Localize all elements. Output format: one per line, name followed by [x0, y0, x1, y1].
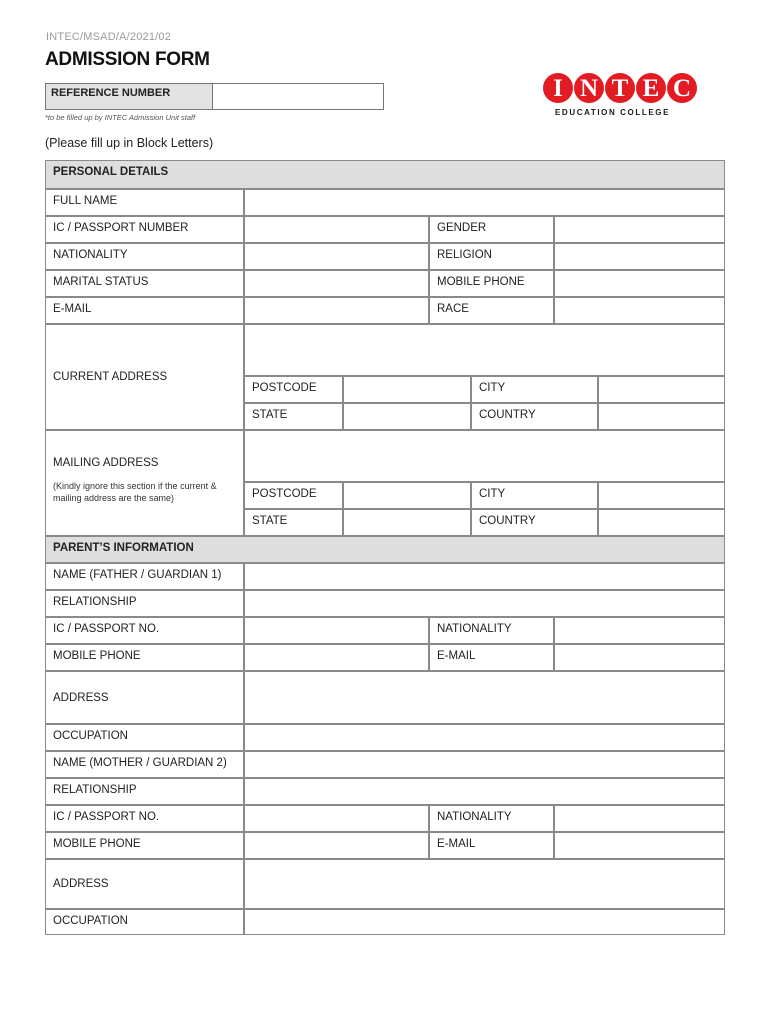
mailing-address-label-cell [45, 430, 244, 536]
reference-number-field[interactable] [213, 83, 384, 110]
logo-letter: I [543, 73, 573, 103]
current-address-field[interactable] [244, 324, 725, 376]
race-label: RACE [429, 297, 554, 324]
mother-nationality-label: NATIONALITY [429, 805, 554, 832]
reference-number-label: REFERENCE NUMBER [45, 83, 213, 110]
father-ic-field[interactable] [244, 617, 429, 644]
mailing-country-label: COUNTRY [471, 509, 598, 536]
mother-occupation-label: OCCUPATION [45, 909, 244, 935]
nationality-field[interactable] [244, 243, 429, 270]
mother-name-field[interactable] [244, 751, 725, 778]
email-label: E-MAIL [45, 297, 244, 324]
mailing-postcode-label: POSTCODE [244, 482, 343, 509]
mobile-phone-label: MOBILE PHONE [429, 270, 554, 297]
gender-field[interactable] [554, 216, 725, 243]
admission-form-table [45, 160, 725, 935]
current-city-field[interactable] [598, 376, 725, 403]
current-address-label: CURRENT ADDRESS [45, 324, 244, 430]
form-title: ADMISSION FORM [45, 49, 210, 70]
current-city-label: CITY [471, 376, 598, 403]
father-email-label: E-MAIL [429, 644, 554, 671]
gender-label: GENDER [429, 216, 554, 243]
mother-ic-label: IC / PASSPORT NO. [45, 805, 244, 832]
father-mobile-label: MOBILE PHONE [45, 644, 244, 671]
race-field[interactable] [554, 297, 725, 324]
email-field[interactable] [244, 297, 429, 324]
father-address-label: ADDRESS [45, 671, 244, 724]
father-name-field[interactable] [244, 563, 725, 590]
mother-relationship-label: RELATIONSHIP [45, 778, 244, 805]
father-nationality-label: NATIONALITY [429, 617, 554, 644]
block-letters-note: (Please fill up in Block Letters) [45, 136, 214, 150]
mother-address-field[interactable] [244, 859, 725, 909]
current-postcode-label: POSTCODE [244, 376, 343, 403]
father-occupation-field[interactable] [244, 724, 725, 751]
mailing-state-label: STATE [244, 509, 343, 536]
logo-letters [543, 73, 700, 103]
intec-logo [543, 73, 700, 121]
mailing-city-label: CITY [471, 482, 598, 509]
father-nationality-field[interactable] [554, 617, 725, 644]
marital-status-field[interactable] [244, 270, 429, 297]
reference-note: *to be filled up by INTEC Admission Unit staff [45, 113, 196, 122]
current-country-field[interactable] [598, 403, 725, 430]
full-name-field[interactable] [244, 189, 725, 216]
document-code: INTEC/MSAD/A/2021/02 [46, 31, 172, 43]
father-address-field[interactable] [244, 671, 725, 724]
mailing-address-label: MAILING ADDRESS [53, 457, 159, 469]
logo-letter: T [605, 73, 635, 103]
marital-status-label: MARITAL STATUS [45, 270, 244, 297]
father-ic-label: IC / PASSPORT NO. [45, 617, 244, 644]
current-postcode-field[interactable] [343, 376, 471, 403]
father-relationship-label: RELATIONSHIP [45, 590, 244, 617]
mailing-postcode-field[interactable] [343, 482, 471, 509]
current-country-label: COUNTRY [471, 403, 598, 430]
mailing-city-field[interactable] [598, 482, 725, 509]
mailing-address-note: (Kindly ignore this section if the current & mailing address are the same) [53, 481, 217, 503]
ic-passport-label: IC / PASSPORT NUMBER [45, 216, 244, 243]
nationality-label: NATIONALITY [45, 243, 244, 270]
logo-subtitle: EDUCATION COLLEGE [555, 108, 671, 117]
mother-mobile-label: MOBILE PHONE [45, 832, 244, 859]
personal-details-header: PERSONAL DETAILS [45, 160, 725, 189]
logo-letter: N [574, 73, 604, 103]
mobile-phone-field[interactable] [554, 270, 725, 297]
mailing-state-field[interactable] [343, 509, 471, 536]
logo-letter: C [667, 73, 697, 103]
religion-label: RELIGION [429, 243, 554, 270]
father-relationship-field[interactable] [244, 590, 725, 617]
mother-ic-field[interactable] [244, 805, 429, 832]
father-name-label: NAME (FATHER / GUARDIAN 1) [45, 563, 244, 590]
parents-information-header: PARENT’S INFORMATION [45, 536, 725, 563]
reference-number-box [45, 83, 384, 110]
current-state-field[interactable] [343, 403, 471, 430]
father-email-field[interactable] [554, 644, 725, 671]
mother-occupation-field[interactable] [244, 909, 725, 935]
full-name-label: FULL NAME [45, 189, 244, 216]
mother-address-label: ADDRESS [45, 859, 244, 909]
mother-email-label: E-MAIL [429, 832, 554, 859]
mother-mobile-field[interactable] [244, 832, 429, 859]
mother-relationship-field[interactable] [244, 778, 725, 805]
current-state-label: STATE [244, 403, 343, 430]
religion-field[interactable] [554, 243, 725, 270]
ic-passport-field[interactable] [244, 216, 429, 243]
logo-letter: E [636, 73, 666, 103]
father-mobile-field[interactable] [244, 644, 429, 671]
mother-email-field[interactable] [554, 832, 725, 859]
mailing-address-field[interactable] [244, 430, 725, 482]
father-occupation-label: OCCUPATION [45, 724, 244, 751]
mailing-country-field[interactable] [598, 509, 725, 536]
mother-name-label: NAME (MOTHER / GUARDIAN 2) [45, 751, 244, 778]
mother-nationality-field[interactable] [554, 805, 725, 832]
